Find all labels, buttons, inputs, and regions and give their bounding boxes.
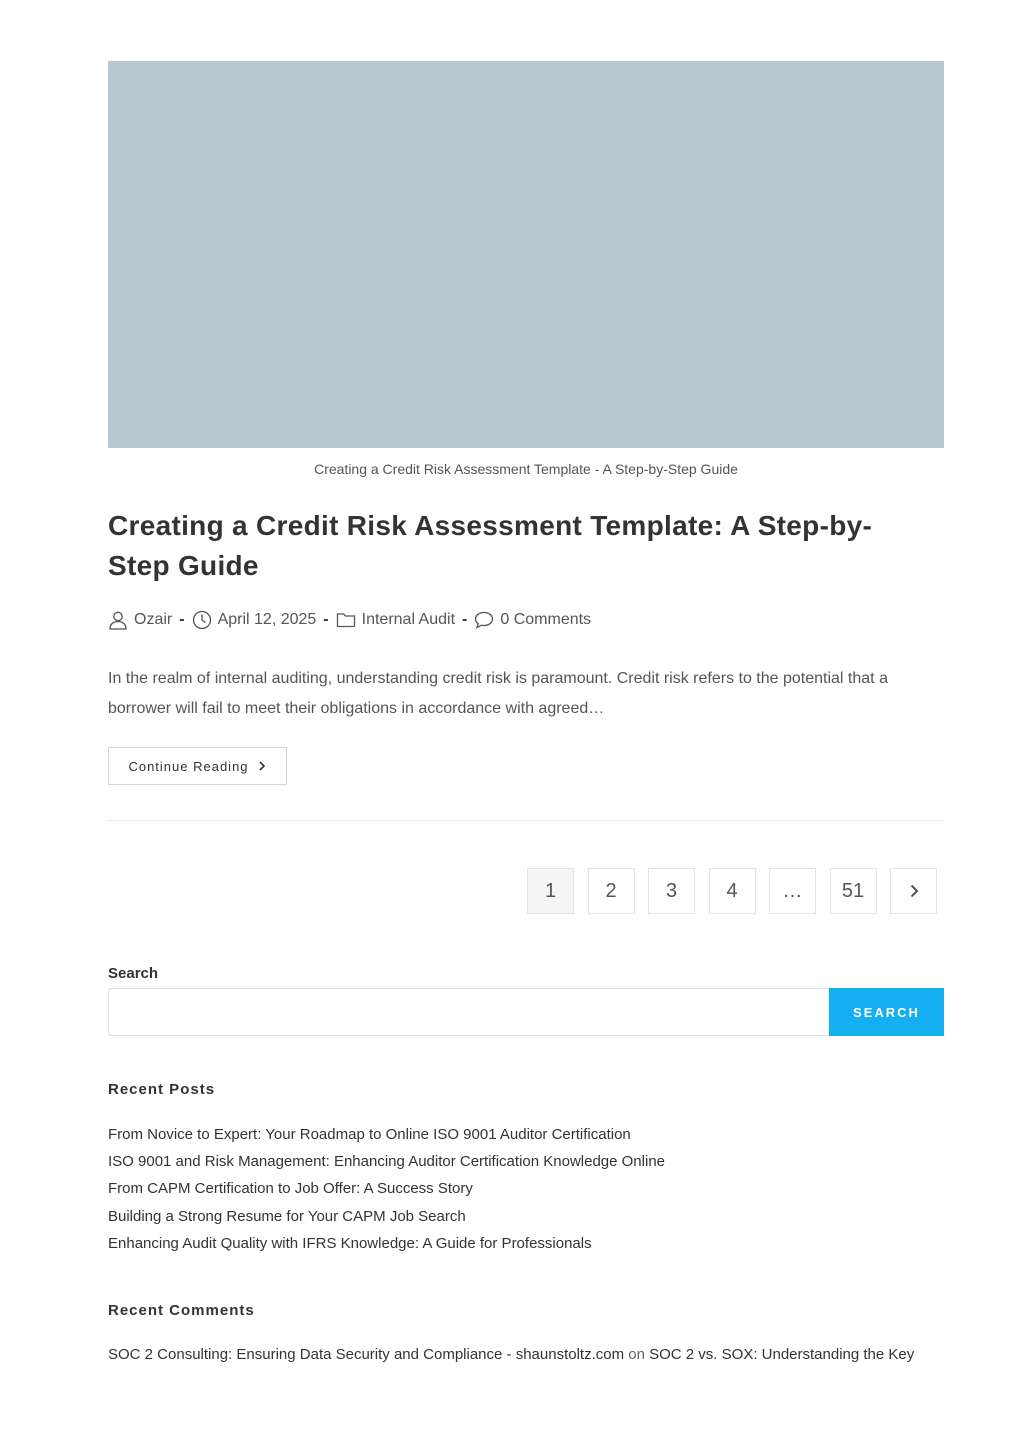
- recent-post-link[interactable]: ISO 9001 and Risk Management: Enhancing Auditor Certification Knowledge Online: [108, 1153, 665, 1171]
- post-divider: [108, 820, 944, 821]
- meta-separator: -: [462, 611, 468, 628]
- clock-icon: [192, 610, 212, 630]
- post-date: April 12, 2025: [217, 611, 317, 628]
- search-button[interactable]: SEARCH: [829, 988, 944, 1036]
- continue-reading-button[interactable]: [108, 747, 287, 785]
- meta-separator: -: [179, 611, 185, 628]
- user-icon: [108, 610, 128, 630]
- post-meta: [108, 607, 591, 633]
- comment-author-link[interactable]: SOC 2 Consulting: Ensuring Data Security and Compliance - shaunstoltz.com: [108, 1346, 625, 1363]
- page-1-current: 1: [527, 868, 574, 914]
- chevron-right-icon: [257, 761, 267, 771]
- meta-separator: -: [323, 611, 329, 628]
- chevron-right-icon: [907, 884, 921, 898]
- meta-comments: [474, 610, 591, 630]
- featured-image-caption: Creating a Credit Risk Assessment Template - A Step-by-Step Guide: [314, 461, 738, 477]
- post-excerpt: In the realm of internal auditing, understanding credit risk is paramount. Credit risk refers to the potential that a borrower will fail to meet their obligations in accordance with agreed…: [108, 670, 888, 717]
- recent-post-link[interactable]: Enhancing Audit Quality with IFRS Knowledge: A Guide for Professionals: [108, 1234, 592, 1252]
- meta-date: [192, 610, 317, 630]
- recent-posts-title: Recent Posts: [108, 1081, 216, 1098]
- search-input[interactable]: [108, 988, 829, 1036]
- next-page-button[interactable]: [890, 868, 937, 914]
- comment-icon: [474, 610, 494, 630]
- pagination: [527, 868, 937, 914]
- recent-comment-item: [108, 1344, 944, 1366]
- continue-reading-label: Continue Reading: [128, 758, 249, 774]
- featured-image[interactable]: [108, 61, 944, 448]
- recent-post-link[interactable]: From CAPM Certification to Job Offer: A Success Story: [108, 1180, 473, 1198]
- page-4-link[interactable]: 4: [709, 868, 756, 914]
- page-ellipsis: …: [769, 868, 816, 914]
- category-link[interactable]: Internal Audit: [361, 611, 456, 628]
- folder-icon: [336, 610, 356, 630]
- recent-post-link[interactable]: Building a Strong Resume for Your CAPM Job Search: [108, 1207, 466, 1225]
- post-title-link[interactable]: Creating a Credit Risk Assessment Template: A Step-by-Step Guide: [108, 510, 873, 581]
- recent-posts-list: [108, 1121, 665, 1257]
- comment-on-text: on: [628, 1346, 645, 1363]
- page-51-link[interactable]: 51: [830, 868, 877, 914]
- recent-post-link[interactable]: From Novice to Expert: Your Roadmap to Online ISO 9001 Auditor Certification: [108, 1126, 631, 1143]
- comments-link[interactable]: 0 Comments: [500, 611, 592, 628]
- comment-post-link[interactable]: SOC 2 vs. SOX: Understanding the Key: [649, 1346, 915, 1363]
- recent-comments-title: Recent Comments: [108, 1302, 255, 1319]
- meta-author: [108, 610, 172, 630]
- meta-category: [336, 610, 455, 630]
- page-2-link[interactable]: 2: [588, 868, 635, 914]
- page-3-link[interactable]: 3: [648, 868, 695, 914]
- author-link[interactable]: Ozair: [134, 611, 173, 628]
- search-label: Search: [108, 965, 159, 982]
